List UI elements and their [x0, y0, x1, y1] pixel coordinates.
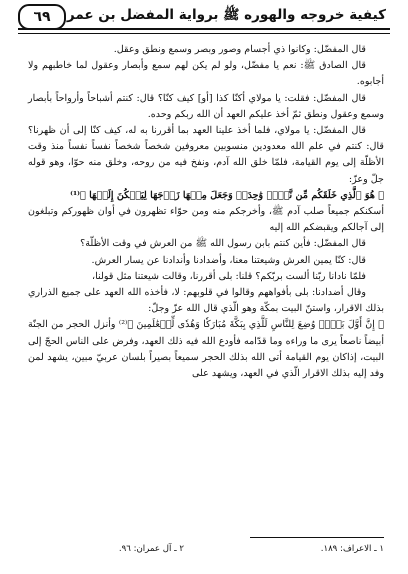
paragraph: قال المفضّل: وكانوا ذي أجسام وصور وبصر وسمع ونطق وعقل. — [113, 44, 366, 55]
paragraph: قال المفضّل: يا مولاي، فلما أخذ علينا العهد بما أقررنا به له، كيف كنّا إلى أن ظهرنا؟ قال: كنتم في علم الله معدودين منسوبين معروفين شخصاً شخصاً نفساً نفساً منذ وقت الأظلّة إلى يوم القيامة، فلمّا خلق الله آدم، ونفخ فيه من روحه، وخلق منه حوّا، وهو قوله جلّ وعزّ: — [28, 125, 384, 185]
header-rule — [18, 28, 390, 30]
paragraph: قال المفضّل: فقلت: يا مولاي أكنّا كذا [أو] كيف كنّا؟ قال: كنتم أشباحاً وأرواحاً بأبصار وسمع وعقول ونطق ثمّ أخذ عليكم العهد أن الله ربكم وحده. — [28, 92, 384, 120]
page-number: ٦٩ — [18, 4, 66, 30]
page-body — [28, 42, 384, 382]
footnotes — [28, 544, 384, 560]
quran-verse-paragraph: ﴿ إِنَّ أَوَّلَ بَيۡتٖ وُضِعَ لِلنَّاسِ لَلَّذِي بِبَكَّةَ مُبَارَكٗا وَهُدٗى لِّلۡعَٰلَمِينَ ﴾⁽²⁾ وأنزل الحجر من الجنّة أبيضاً ناصعاً يرى ما وراءه وما قدّامه فأودع الله فيه ذلك العهد، وفرض على الناس الحجّ إلى البيت، إذاكان يوم القيامة أتى الله بذلك الحجر سميعاً بصيراً بلسان عربيّ مبين، يشهد لمن وفد إليه بذلك الاقرار الّذي في العهد، ويشهد على — [28, 319, 384, 380]
paragraph: قال المفضّل: فأين كنتم بابن رسول الله ﷺ من العرش في وقت الأظلّة؟ — [80, 238, 366, 250]
footnote-rule — [250, 537, 384, 538]
footnote-1: ١ ـ الاعراف: ١٨٩. — [320, 544, 384, 554]
paragraph: وقال أضدادنا: بلى بأفواههم وقالوا في قلوبهم: لا، فأخذه الله العهد على جميع الذراري بذلك الاقرار، واستنّ البيت بمكّة وهو الّذي قال الله عزّ وجلّ: — [28, 287, 384, 315]
running-title: كيفية خروجه والهوره ﷺ برواية المفضل بن عمر — [66, 7, 386, 23]
header-rule-thin — [18, 33, 390, 34]
page-header — [18, 4, 390, 34]
paragraph: فلمّا نادانا ربّنا ألست بربّكم؟ قلنا: بلى أقررنا، وقالت شيعتنا مثل قولنا، — [92, 270, 366, 282]
paragraph: قال الصادق ﷺ: نعم يا مفضّل، ولو لم يكن لهم سمع وأبصار وعقول لما خاطبهم ولا أجابوه. — [28, 60, 384, 88]
footnote-2: ٢ ـ آل عمران: ٩٦. — [118, 544, 184, 554]
quran-verse: ﴿ هُوَ ٱلَّذِي خَلَقَكُم مِّن نَّفۡسٖ وَٰحِدَةٖ وَجَعَلَ مِنۡهَا زَوۡجَهَا لِيَسۡكُنَ إِلَيۡهَا ﴾⁽¹⁾ — [70, 189, 384, 201]
paragraph: قال: كنّا يمين العرش وشيعتنا معنا، وأضدادنا وأندادنا عن يسار العرش. — [91, 254, 366, 266]
paragraph: أسكنكم جميعاً صلب آدم ﷺ، وأخرجكم منه ومن حوّاء تظهرون في أوان ظهوركم وتبلغون إلى آجالكم ويقبضكم الله إليه — [28, 206, 384, 234]
